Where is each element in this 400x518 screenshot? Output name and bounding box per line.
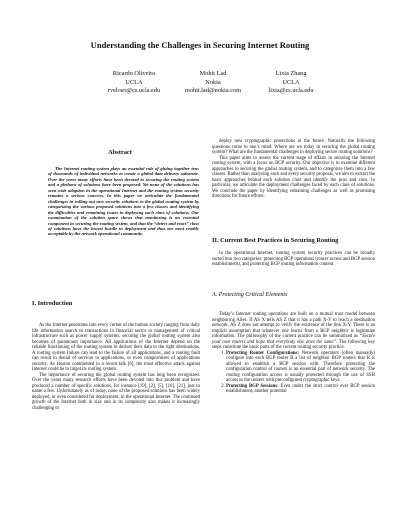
paragraph: The importance of securing the global routing system has long been recognized. Over the years many research efforts have been devoted into this problem and have produced a number of specific solutions, for instance [19], [2], [5], [10], [21], just to name a few. Unfortunately as of today, none of the proposed solutions has been widely deployed, or even considered for deployment, in the operational Internet. The continued growth of the Internet both in size and in its complexity also makes it increasingly challenging to [32, 372, 200, 411]
author-block [0, 70, 400, 110]
paragraph: This paper aims to assess the current stage of affairs in securing the Internet routing system, with a focus on BGP security. Our objective is to examine different approaches to securing the global routing system, and to categorize them into a few classes. Rather than analyzing each and every security proposal, we aim to extract the basic approaches behind each solution class and identify the pros and cons. In particular, we articulate the deployment challenges faced by each class of solutions. We conclude the paper by identifying remaining challenges as well as promising directions for future efforts. [212, 155, 375, 199]
abstract-text [48, 166, 199, 237]
paragraph: In the operational Internet, routing system security practices can be broadly sorted into two categories: protecting BGP operations (router access and BGP session establishment), and protecting BGP routing information content. [212, 251, 375, 267]
section-heading-introduction: I. Introduction [32, 300, 73, 307]
list-item: 1. Protecting Router Configurations: Network operators (often manually) configure into each BGP router R a list of neighbor BGP routers that R is allowed to establish a BGP session with. Therefore protecting the configuration control of routers is an essential part of network security. The routing configuration access is usually protected through the use of SSH access to the routers with preconfigured cryptographic keys. [226, 351, 375, 384]
author-affiliation: UCLA [282, 78, 300, 86]
author-name: Lixia Zhang [275, 70, 307, 77]
subsection-heading-critical-elements: A. Protecting Critical Elements [212, 292, 288, 298]
abstract-paragraph: The Internet routing system plays an essential role of gluing together tens of thousands of individual networks to create a global data delivery substrate. Over the years many efforts have been devoted to securing the routing system and a plethora of solutions have been proposed. Yet none of the solutions has seen wide adoption in the operational Internet and the routing system security remains a serious concern. In this paper we articulate the fundamental challenges in rolling out new security solutions to the global routing system by categorizing the various proposed solutions into a few classes and identifying the difficulties and remaining issues in deploying each class of solutions. Our examination of the solution space shows that monitoring is an essential component in securing the routing system, and that the “detect and react” class of solutions have the lowest hurdle in deployment and thus are most readily acceptable by the network operational community. [48, 166, 199, 237]
paragraph: deploy new cryptographic protections in the future. Naturally the following questions come to one’s mind: Where are we today in securing the global routing system? What are the fundamental challenges in deploying secure routing solutions? [212, 139, 375, 155]
quote: “Secure your own routers and hope that everybody else does the same” [212, 334, 375, 345]
list-item: 2. Protecting BGP Sessions: Even under the strict control over BGP session establishment, another potential [226, 384, 375, 395]
practice-list [212, 351, 375, 395]
introduction-body [32, 323, 200, 411]
author-affiliation: Nokia [205, 78, 221, 86]
author-3 [241, 70, 341, 96]
author-email: mohit.lad@nokia.com [184, 87, 242, 95]
paragraph: Today’s Internet routing operations are built on a mutual trust model between neighboring ASes. If AS X tells AS Z that it has a path X-Y to reach a destination network, AS Z does not attempt to verify the existence of the link X-Y. There is an implicit assumption that whatever one learns from a BGP neighbor is legitimate information. The philosophy of the current practice can be summarized as “Secure your own routers and hope that everybody else does the same”. The following key steps constitute the basic parts of the current routing security practice. [212, 312, 375, 350]
best-practices-body [212, 251, 375, 268]
abstract-heading: Abstract [108, 149, 132, 156]
section-heading-best-practices: II. Current Best Practices in Securing Routing [212, 237, 339, 244]
author-email: lixia@cs.ucla.edu [268, 87, 314, 95]
author-name: Mohit Lad [199, 70, 227, 77]
paragraph: As the Internet penetrates into every corner of the human society ranging from daily life information search to transactions in financial sector to management of critical infrastructure such as power supply systems, securing the global routing system also becomes of paramount importance. All applications of the Internet depend on the reliable functioning of the routing system to deliver their data to the right destinations. A routing system failure can lead to the failure of all applications, and a routing fault can result in denial of services to applications, or even compromises of applications security. As Hoston commented in a recent talk [6], the most effective attack against Internet could be to target its routing system. [32, 323, 200, 372]
author-email: rveloso@cs.ucla.edu [107, 87, 161, 95]
critical-elements-body [212, 312, 375, 395]
author-affiliation: UCLA [125, 78, 143, 86]
paper-title: Understanding the Challenges in Securing Internet Routing [90, 40, 310, 50]
author-name: Ricardo Oliveira [112, 70, 156, 77]
right-column-intro-continued [212, 139, 375, 200]
